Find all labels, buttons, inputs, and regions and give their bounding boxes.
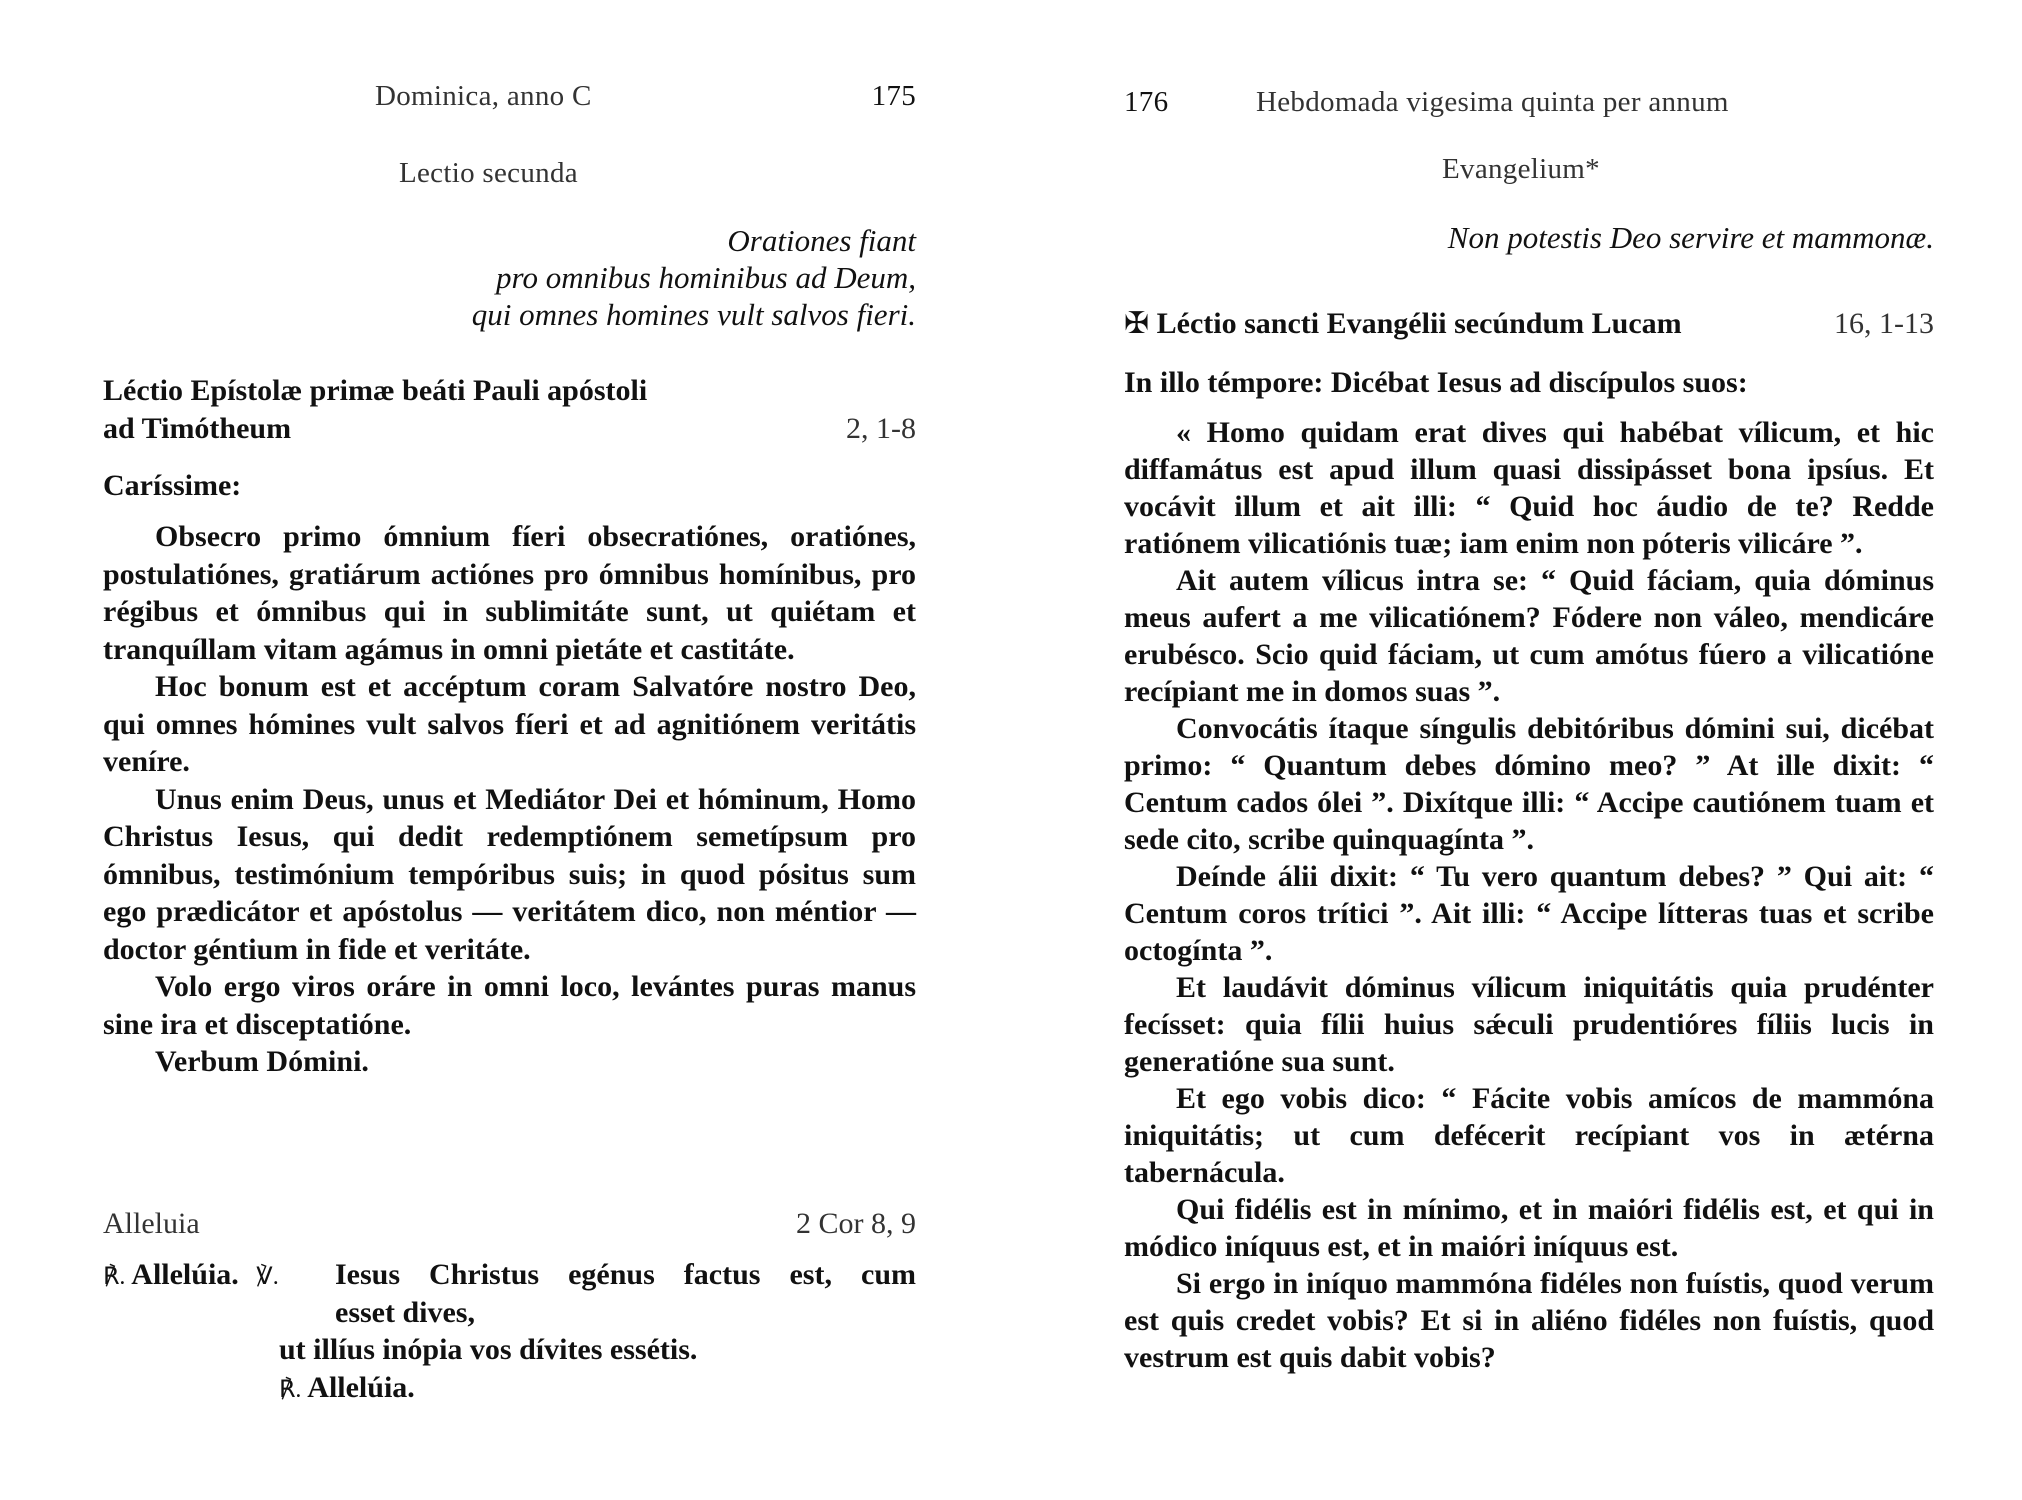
alleluia-line-4: [103, 1369, 916, 1410]
gospel-title-row: [1124, 305, 1934, 343]
alleluia-text: Allelúia.: [307, 1370, 415, 1404]
paragraph: Et laudávit dóminus vílicum iniquitátis quia prudénter fecísset: quia fílii huius sǽculi prudentióres fíliis lucis in generatióne sua sunt.: [1124, 971, 1934, 1078]
running-header-right: Hebdomada vigesima quinta per annum: [1256, 86, 1729, 118]
paragraph: Convocátis ítaque síngulis debitóribus dómini sui, dicébat primo: “ Quantum debes dómino meo? ” At ille dixit: “ Centum cados ólei ”. Dixítque illi: “ Accipe cautiónem tuam et sede cito, scribe quinquagínta ”.: [1124, 712, 1934, 856]
paragraph: Qui fidélis est in mínimo, et in maióri fidélis est, et qui in módico iníquus est, et in maióri iníquus est.: [1124, 1193, 1934, 1263]
verse-text: Iesus Christus egénus factus est, cum: [335, 1258, 916, 1291]
page-number-right: 176: [1124, 86, 1169, 118]
summary-line: pro omnibus hominibus ad Deum,: [496, 260, 916, 295]
response-symbol: ℟.: [279, 1376, 302, 1403]
reading-title-line-2: [103, 410, 916, 448]
paragraph: Verbum Dómini.: [155, 1045, 369, 1078]
response-symbol: ℟.: [103, 1264, 126, 1290]
page-number-left: 175: [871, 80, 916, 112]
paragraph: Si ergo in iníquo mammóna fidéles non fuístis, quod verum est quis credet vobis? Et si in aliéno fidéles non fuístis, quod vestrum est quis dabit vobis?: [1124, 1267, 1934, 1374]
paragraph: Deínde álii dixit: “ Tu vero quantum debes? ” Qui ait: “ Centum coros trítici ”. Ait illi: “ Accipe lítteras tuas et scribe octogínta ”.: [1124, 860, 1934, 967]
summary-line: qui omnes homines vult salvos fieri.: [471, 297, 916, 332]
paragraph: Ait autem vílicus intra se: “ Quid fáciam, quia dóminus meus aufert a me vilicatiónem? Fódere non váleo, mendicáre erubésco. Scio quid fáciam, ut cum amótus fúero a vilicatióne recípiant me in domos suas ”.: [1124, 564, 1934, 708]
paragraph: Volo ergo viros oráre in omni loco, levántes puras manus sine ira et disceptatióne.: [103, 970, 916, 1041]
alleluia-text: Allelúia.: [131, 1258, 239, 1291]
reading-reference: 2, 1-8: [846, 411, 916, 445]
gospel-summary: Non potestis Deo servire et mammonæ.: [1447, 220, 1934, 255]
reading-body: [103, 518, 916, 1081]
paragraph: « Homo quidam erat dives qui habébat vílicum, et hic diffamátus est apud illum quasi dissipásset bona ipsíus. Et vocávit illum et ait illi: “ Quid hoc áudio de te? Redde ratiónem vilicatiónis tuæ; iam enim non póteris vilicáre ”.: [1124, 416, 1934, 560]
salutation: Caríssime:: [103, 469, 242, 502]
gospel-intro: In illo témpore: Dicébat Iesus ad discípulos suos:: [1124, 366, 1748, 399]
paragraph: Hoc bonum est et accéptum coram Salvatóre nostro Deo, qui omnes hómines vult salvos fíeri et ad agnitiónem veritátis veníre.: [103, 670, 916, 778]
reading-title-line: ad Timótheum: [103, 411, 292, 445]
reading-title-line: Léctio Epístolæ primæ beáti Pauli apóstoli: [103, 374, 648, 407]
section-title-lectio-secunda: Lectio secunda: [399, 157, 578, 189]
verse-text: esset dives,: [335, 1295, 475, 1329]
alleluia-label: Alleluia: [103, 1207, 200, 1240]
verse-text: ut illíus inópia vos dívites essétis.: [279, 1333, 698, 1366]
summary-line: Orationes fiant: [727, 223, 916, 258]
paragraph: Unus enim Deus, unus et Mediátor Dei et hóminum, Homo Christus Iesus, qui dedit redemptiónem semetípsum pro ómnibus, testimónium tempóribus suis; in quod pósitus sum ego prædicátor et apóstolus — veritátem dico, non méntior — doctor géntium in fide et veritáte.: [103, 782, 916, 966]
alleluia-verse: [103, 1256, 916, 1409]
gospel-title: Léctio sancti Evangélii secúndum Lucam: [1156, 307, 1682, 340]
reading-summary: [472, 222, 916, 333]
paragraph: Obsecro primo ómnium fíeri obsecratiónes, oratiónes, postulatiónes, gratiárum actiónes pro ómnibus homínibus, pro régibus et ómnibus qui in sublimitáte sunt, ut quiétam et tranquíllam vitam agámus in omni pietáte et castitáte.: [103, 520, 916, 666]
alleluia-reference: 2 Cor 8, 9: [796, 1207, 916, 1240]
section-title-evangelium: Evangelium*: [1442, 153, 1600, 185]
cross-icon: ✠: [1124, 307, 1150, 340]
gospel-body: [1124, 414, 1934, 1376]
versicle-symbol: ℣.: [256, 1264, 279, 1290]
gospel-reference: 16, 1-13: [1834, 307, 1934, 340]
alleluia-line-1: [103, 1256, 916, 1294]
paragraph: Et ego vobis dico: “ Fácite vobis amícos de mammóna iniquitátis; ut cum defécerit recípiant vos in ætérna tabernácula.: [1124, 1082, 1934, 1189]
running-header-left: Dominica, anno C: [375, 80, 592, 112]
reading-title: [103, 372, 916, 447]
